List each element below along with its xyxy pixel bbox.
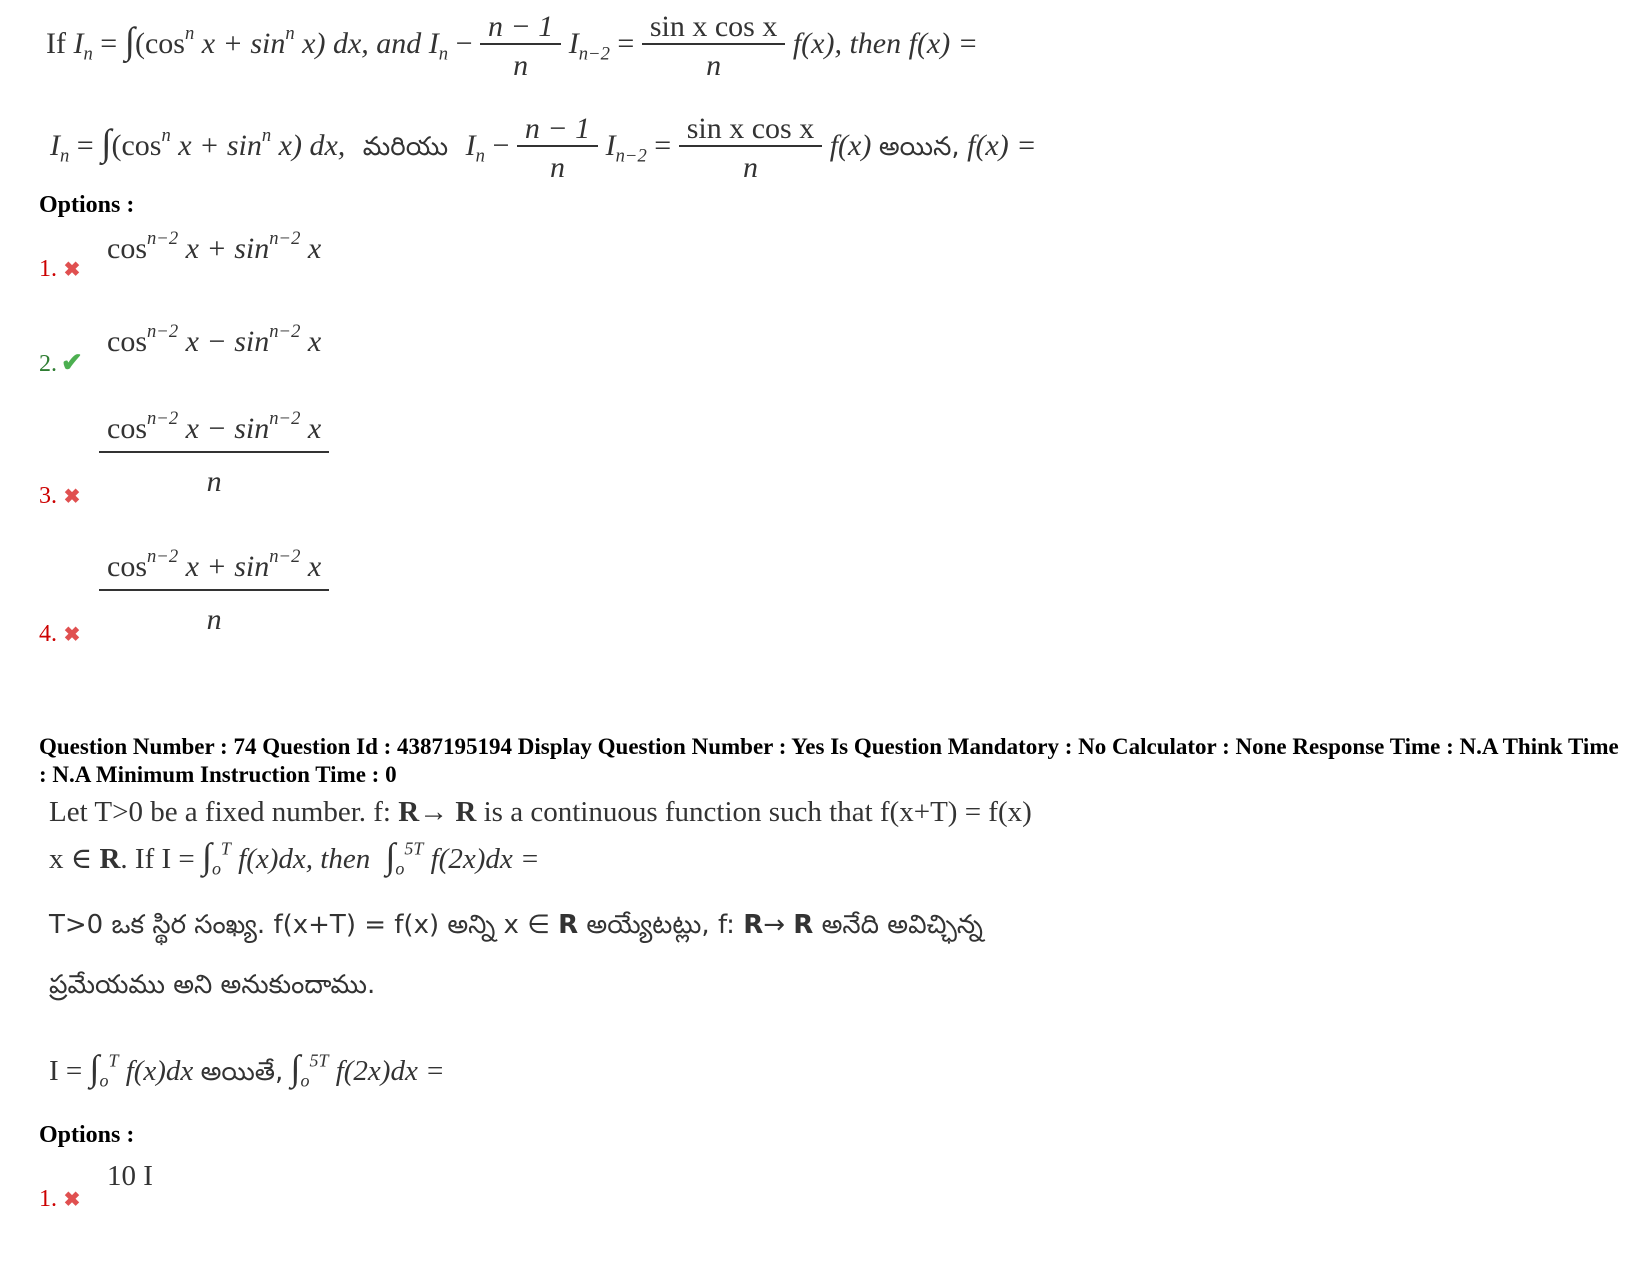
correct-check-icon: ✔ [61,348,83,377]
q73-option-2-expression: $\cos^{n-2} x - \sin^{n-2} x$ [107,321,322,358]
q73-option-2-number: 2. ✔ [39,348,83,377]
wrong-mark-icon: ✖ [63,486,81,508]
q74-question-meta: Question Number : 74 Question Id : 4387195194 Display Question Number : Yes Is Question Mandatory : No Calculator : None Response Time : N.A Think Time : N.A Minimum Instruction Time : 0 [39,734,1619,787]
integrand-close-te: x) [278,128,302,162]
q74-english-line-1: Let T>0 be a fixed number. f: R→ R is a continuous function such that f(x+T) = f(x) [49,796,1032,828]
q73-option-4-number: 4. ✖ [39,621,81,647]
fx-then: f(x), then [792,26,902,60]
I-n-2-symbol: $I_{n-2}$ [568,26,610,65]
fraction-sin-cos-over-n-te: $\frac{\text{sin x cos x}}{n}$ [683,112,819,184]
I-n-symbol: $I_n$ [428,26,449,65]
q74-english-line-2: x ∈ R. If $I = \int_o^T$ f(x)dx, then $\int_o^{5T}$ f(2x)dx = [49,836,540,879]
equals-sign: = [100,26,118,60]
q73-option-1-number: 1. ✖ [39,256,81,282]
wrong-mark-icon: ✖ [63,259,81,281]
dx-te: dx, [309,128,346,162]
equals-sign-te: = [76,128,94,162]
q73-english-statement [46,10,978,82]
equals-sign-2: = [617,26,635,60]
minus-sign-te: − [492,128,510,162]
q74-option-1-number: 1. ✖ [39,1186,81,1212]
telugu-mariyu: మరియు [362,131,449,162]
dx-and: dx, and [332,26,422,60]
q74-telugu-line-2: ప్రమేయము అని అనుకుందాము. [49,970,376,1000]
fx-equals: f(x) = [908,26,978,60]
q74-option-1-expression: 10 I [107,1160,153,1192]
power-n-2: n [285,22,295,44]
minus-sign: − [455,26,473,60]
integral-sign-te: ∫ [101,122,112,164]
wrong-mark-icon: ✖ [63,624,81,646]
integrand-close: x) [302,26,326,60]
q73-option-1-expression: $\cos^{n-2} x + \sin^{n-2} x$ [107,228,322,265]
q73-option-4-expression: $\frac{\cos^{n-2} x + \sin^{n-2} x}{n}$ [103,550,325,636]
equals-sign-te-2: = [654,128,672,162]
wrong-mark-icon: ✖ [63,1189,81,1211]
I-n-symbol-te: $I_n$ [465,128,485,167]
q73-options-label: Options : [39,192,135,218]
q73-option-3-number: 3. ✖ [39,483,81,509]
I-n-2-symbol-te: $I_{n-2}$ [605,128,647,167]
fraction-sin-cos-over-n: $\frac{\text{sin x cos x}}{n}$ [646,10,782,82]
q73-option-3-expression: $\frac{\cos^{n-2} x - \sin^{n-2} x}{n}$ [103,412,325,498]
fx-te: f(x) [829,128,872,162]
I-symbol: $I_n$ [73,26,93,65]
q74-telugu-line-1: T>0 ఒక స్థిర సంఖ్య. f(x+T) = f(x) అన్ని x ∈ R అయ్యేటట్లు, f: R→ R అనేది అవిచ్ఛిన్న [49,910,983,940]
q73-telugu-statement [50,112,1036,184]
power-n: n [184,22,195,44]
integrand-sin-te: x + sin [178,128,262,162]
I-symbol-te: $I_n$ [50,128,70,167]
integral-sign: ∫ [124,20,135,62]
telugu-ayina: అయిన, [878,131,960,162]
fraction-n-minus-1-over-n: $\frac{n - 1}{n}$ [484,10,557,82]
integrand-sin: x + sin [201,26,286,60]
q74-telugu-line-3: $I = \int_o^T$ f(x)dx అయితే, $\int_o^{5T}$ f(2x)dx = [49,1048,445,1091]
integrand-cos: (cos [134,26,185,60]
fraction-n-minus-1-over-n-te: $\frac{n - 1}{n}$ [521,112,594,184]
power-n-te-2: n [261,124,272,146]
integrand-cos-te: (cos [111,128,162,162]
if-word: If [46,26,66,60]
fx-equals-te: f(x) = [967,128,1037,162]
q74-options-label: Options : [39,1122,135,1148]
power-n-te: n [161,124,171,146]
